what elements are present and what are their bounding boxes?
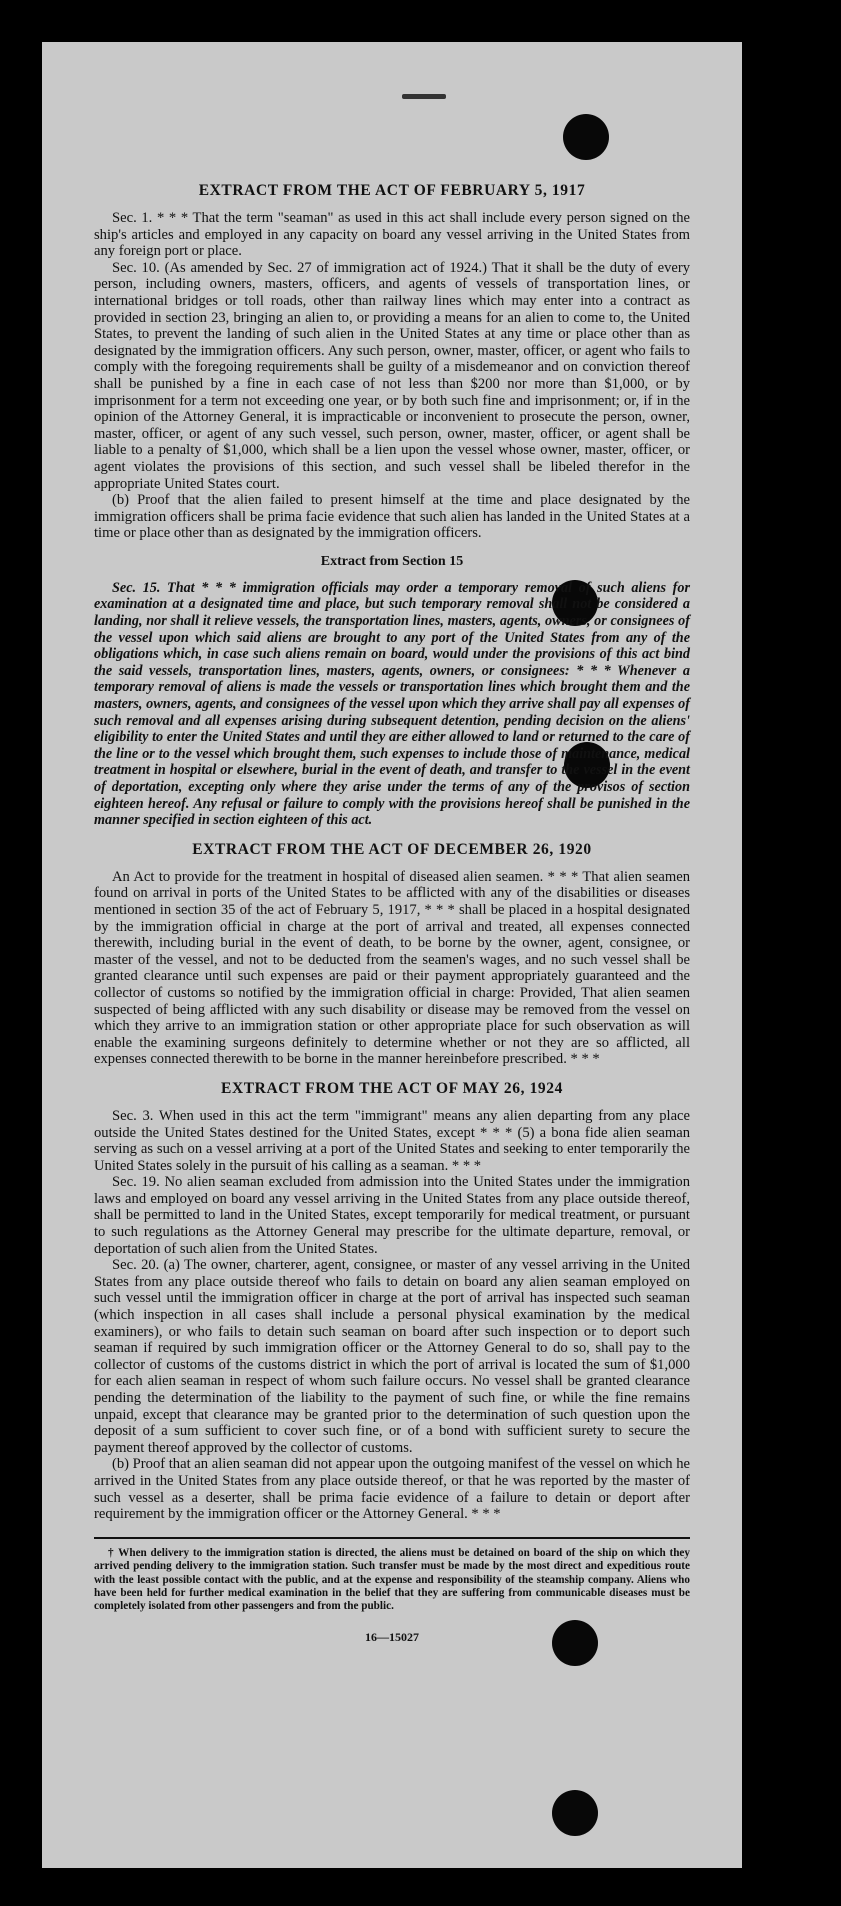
form-number: 16—15027 bbox=[365, 1629, 419, 1644]
paragraph-sec-15: Sec. 15. That * * * immigration officials may order a temporary removal of such aliens for examination at a designated time and place, but such temporary removal shall not be considered a landing, nor shall it relieve vessels, the transportation lines, masters, agents, owners, or consignees of the vessel upon which said aliens are brought to any port of the United States from any of the obligations which, in case such aliens remain on board, would under the provisions of this act bind the said vessels, transportation lines, masters, agents, owners, or consignees: * * * Whenever a temporary removal of aliens is made the vessels or transportation lines which brought them and the masters, owners, agents, and consignees of the vessel upon which they arrive shall pay all expenses of such removal and all expenses arising during subsequent detention, pending decision on the aliens' eligibility to enter the United States and until they are either allowed to land or returned to the care of the line or to the vessel which brought them, such expenses to include those of maintenance, medical treatment in hospital or elsewhere, burial in the event of death, and transfer to the vessel in the event of deportation, excepting only where they arise under the terms of any of the provisos of section eighteen hereof. Any refusal or failure to comply with the provisions hereof shall be punished in the manner specified in section eighteen of this act. bbox=[94, 579, 690, 829]
section-act-may-1924 bbox=[94, 1080, 690, 1523]
section-heading: EXTRACT FROM THE ACT OF FEBRUARY 5, 1917 bbox=[198, 182, 586, 199]
paragraph-sec-10: Sec. 10. (As amended by Sec. 27 of immigration act of 1924.) That it shall be the duty of every person, including owners, masters, officers, and agents of vessels of transportation lines, or international bridges or toll roads, other than railway lines which may enter into a contract as provided in section 23, bringing an alien to, or providing a means for an alien to come to, the United States, to prevent the landing of such alien in the United States at any time or place other than as designated by the immigration officers. Any such person, owner, master, officer, or agent who fails to comply with the foregoing requirements shall be guilty of a misdemeanor and on conviction thereof shall be punished by a fine in each case of not less than $200 nor more than $1,000, or by imprisonment for a term not exceeding one year, or by both such fine and imprisonment; or, if in the opinion of the Attorney General, it is impracticable or inconvenient to prosecute the person, owner, master, officer, or agent of any such vessel, such person, owner, master, officer, or agent shall be liable to a penalty of $1,000, which shall be a lien upon the vessel whose owner, master, officer, or agent violates the provisions of this section, and such vessel shall be libeled therefor in the appropriate United States court. bbox=[94, 259, 690, 492]
document-body bbox=[94, 182, 690, 1645]
section-act-dec-1920 bbox=[94, 841, 690, 1068]
section-heading: EXTRACT FROM THE ACT OF DECEMBER 26, 1920 bbox=[192, 840, 592, 858]
paragraph-sec-10-b: (b) Proof that the alien failed to present himself at the time and place designated by the immigration officers shall be prima facie evidence that such alien has landed in the United States at a time or place other than as designated by the immigration officers. bbox=[94, 492, 690, 542]
paragraph-sec-19: Sec. 19. No alien seaman excluded from admission into the United States under the immigration laws and employed on board any vessel arriving in the United States from any place outside thereof, shall be permitted to land in the United States, except temporarily for medical treatment, or pursuant to such regulations as the Attorney General may prescribe for the ultimate departure, removal, or deportation of such alien from the United States. bbox=[94, 1174, 690, 1257]
punch-hole bbox=[563, 114, 609, 160]
ink-mark bbox=[402, 94, 446, 99]
punch-hole bbox=[552, 1790, 598, 1836]
section-heading: Extract from Section 15 bbox=[320, 553, 464, 569]
section-extract-15 bbox=[94, 554, 690, 829]
paragraph-sec-20-a: Sec. 20. (a) The owner, charterer, agent, consignee, or master of any vessel arriving in the United States from any place outside thereof who fails to detain on board any alien seaman employed on such vessel until the immigration officer in charge at the port of arrival has inspected such seaman (which inspection in all cases shall include a personal physical examination by the medical examiners), or who fails to detain such seaman on board after such inspection or to deport such seaman if required by such immigration officer or the Attorney General to do so, shall pay to the collector of customs of the customs district in which the port of arrival is located the sum of $1,000 for each alien seaman in respect of whom such failure occurs. No vessel shall be granted clearance pending the determination of the liability to the payment of such fine, or while the fine remains unpaid, except that clearance may be granted prior to the determination of such question upon the deposit of a sum sufficient to cover such fine, or of a bond with sufficient surety to secure the payment thereof approved by the collector of customs. bbox=[94, 1257, 690, 1456]
section-act-feb-1917 bbox=[94, 182, 690, 542]
footnote: † When delivery to the immigration station is directed, the aliens must be detained on board of the ship on which they arrived pending delivery to the immigration station. Such transfer must be made by the most direct and expeditious route with the least possible contact with the public, and at the expense and responsibility of the steamship company. Aliens who have been held for further medical examination in the belief that they are suffering from communicable diseases must be completely isolated from other passengers and from the public. bbox=[94, 1546, 690, 1613]
paragraph-sec-1: Sec. 1. * * * That the term "seaman" as used in this act shall include every person signed on the ship's articles and employed in any capacity on board any vessel arriving in the United States from any foreign port or place. bbox=[94, 210, 690, 260]
document-page bbox=[42, 42, 742, 1868]
paragraph-sec-3: Sec. 3. When used in this act the term "immigrant" means any alien departing from any place outside the United States destined for the United States, except * * * (5) a bona fide alien seaman serving as such on a vessel arriving at a port of the United States and seeking to enter temporarily the United States solely in the pursuit of his calling as a seaman. * * * bbox=[94, 1107, 690, 1174]
paragraph-act-1920: An Act to provide for the treatment in hospital of diseased alien seamen. * * * That alien seamen found on arrival in ports of the United States to be afflicted with any of the disabilities or diseases mentioned in section 35 of the act of February 5, 1917, * * * shall be placed in a hospital designated by the immigration official in charge at the port of arrival and treated, all expenses connected therewith, including burial in the event of death, to be borne by the owner, agent, consignee, or master of the vessel, and not to be deducted from the seamen's wages, and no such vessel shall be granted clearance until such expenses are paid or their payment appropriately guaranteed and the collector of customs so notified by the immigration official in charge: Provided, That alien seamen suspected of being afflicted with any such disability or disease may be removed from the vessel on which they arrive to an immigration station or other appropriate place for such observation as will enable the examining surgeons definitely to determine whether or not they are so afflicted, all expenses connected therewith to be borne in the manner hereinbefore prescribed. * * * bbox=[94, 868, 690, 1068]
footnote-divider bbox=[94, 1537, 690, 1539]
section-heading: EXTRACT FROM THE ACT OF MAY 26, 1924 bbox=[221, 1079, 563, 1097]
paragraph-sec-20-b: (b) Proof that an alien seaman did not appear upon the outgoing manifest of the vessel on which he arrived in the United States from any place outside thereof, or that he was reported by the master of such vessel as a deserter, shall be prima facie evidence of a failure to detain or deport after requirement by the immigration officer or the Attorney General. * * * bbox=[94, 1456, 690, 1523]
